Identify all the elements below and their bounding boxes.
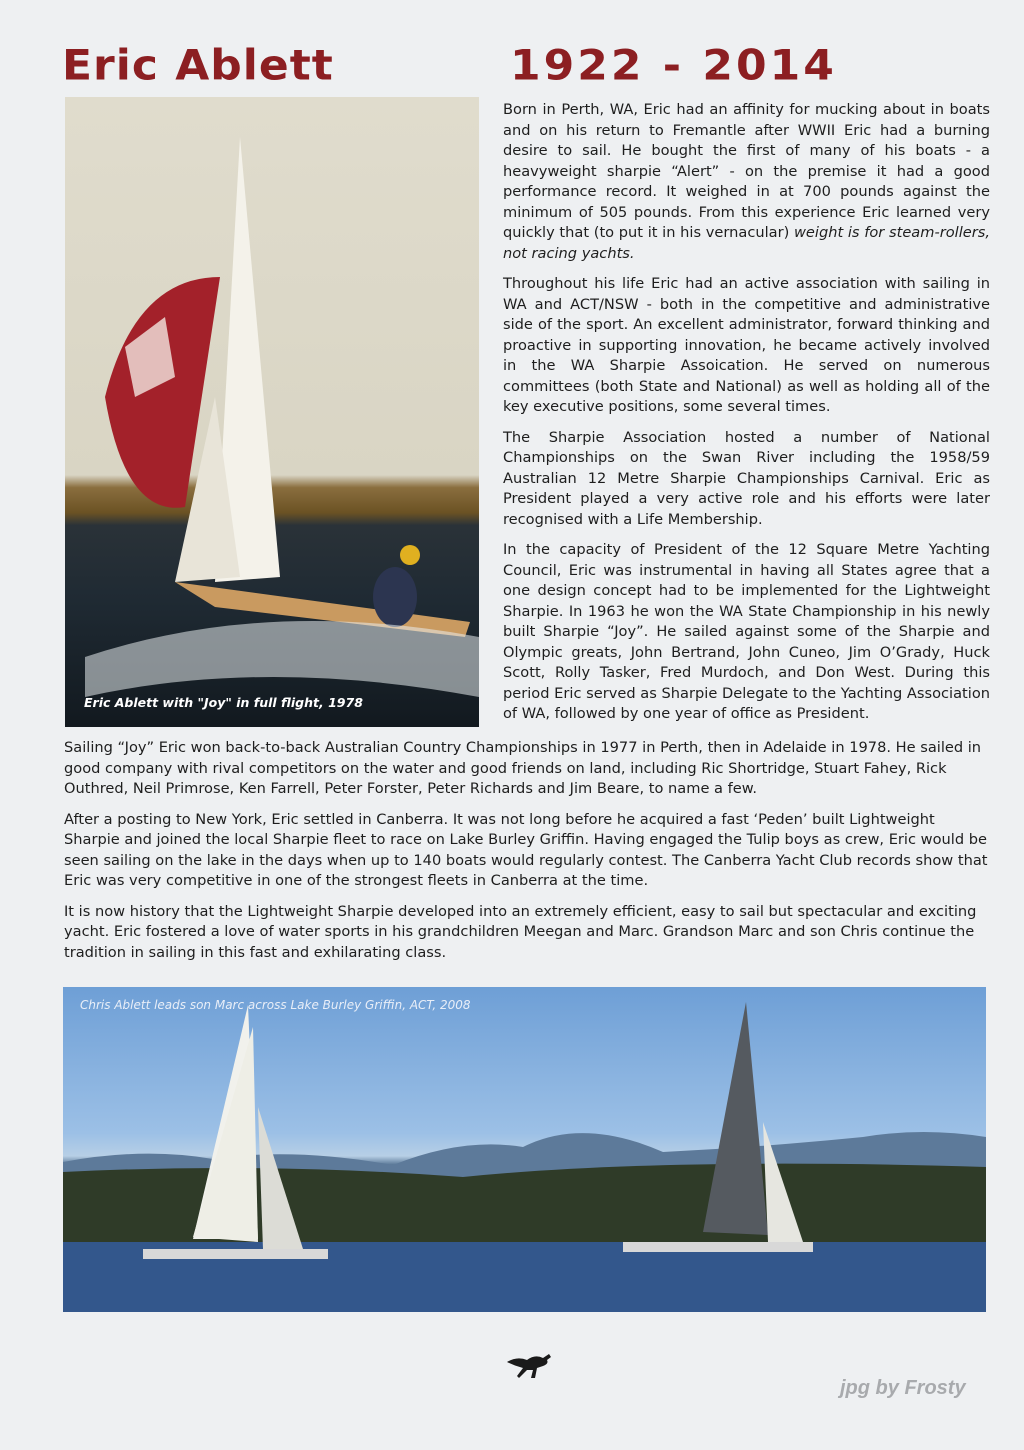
paragraph-legacy: It is now history that the Lightweight Sharpie developed into an extremely efficient, easy to sail but spectacular and exciting yacht. Eric fostered a love of water sports in his grandchildren Meegan and Marc. Grandson Marc and son Chris continue the tradition in sailing in this fast and exhilarating class. (64, 902, 977, 961)
sailing-photo-1978 (65, 97, 479, 727)
lake-sailboats-illustration (63, 987, 986, 1312)
full-width-text (64, 738, 990, 973)
paragraph-early-life (503, 100, 990, 264)
sailboat-illustration (65, 97, 479, 727)
photo-caption-top: Eric Ablett with "Joy" in full flight, 1978 (84, 695, 363, 710)
paragraph-championships: The Sharpie Association hosted a number of National Championships on the Swan River including the 1958/59 Australian 12 Metre Sharpie Championships Carnival. Eric as President played a very active role and his efforts were later recognised with a Life Membership. (503, 428, 990, 528)
kangaroo-icon (505, 1348, 555, 1383)
sailing-photo-2008 (63, 987, 986, 1312)
paragraph-quote: weight is for steam-rollers, not racing yachts. (503, 224, 990, 262)
paragraph-text: Born in Perth, WA, Eric had an affinity for mucking about in boats and on his return to Fremantle after WWII Eric had a burning desire to sail. He bought the first of many of his boats - a heavyweight sharpie “Alert” - on the premise it had a good performance record. It weighed in at 700 pounds against the minimum of 505 pounds. From this experience Eric learned very quickly that (to put it in his vernacular) (503, 101, 990, 241)
paragraph-president: In the capacity of President of the 12 Square Metre Yachting Council, Eric was instrumental in having all States agree that a one design concept had to be implemented for the Lightweight Sharpie. In 1963 he won the WA State Championship in his newly built Sharpie “Joy”. He sailed against some of the Sharpie and Olympic greats, John Bertrand, John Cuneo, Jim O’Grady, Huck Scott, Rolly Tasker, Fred Murdoch, and Don West. During this period Eric served as Sharpie Delegate to the Yachting Association of WA, followed by one year of office as President. (503, 541, 990, 722)
paragraph-association: Throughout his life Eric had an active association with sailing in WA and ACT/NSW - both in the competitive and administrative side of the sport. An excellent administrator, forward thinking and proactive in supporting innovation, he became actively involved in the WA Sharpie Assoication. He served on numerous committees (both State and National) as well as holding all of the key executive positions, some several times. (503, 275, 990, 415)
photo-caption-bottom: Chris Ablett leads son Marc across Lake Burley Griffin, ACT, 2008 (80, 998, 471, 1012)
watermark: jpg by Frosty (840, 1377, 966, 1399)
title-name: Eric Ablett (62, 41, 334, 90)
paragraph-joy: Sailing “Joy” Eric won back-to-back Australian Country Championships in 1977 in Perth, then in Adelaide in 1978. He sailed in good company with rival competitors on the water and good friends on land, including Ric Shortridge, Stuart Fahey, Rick Outhred, Neil Primrose, Ken Farrell, Peter Forster, Peter Richards and Jim Beare, to name a few. (64, 739, 982, 797)
page-title (62, 41, 982, 90)
paragraph-canberra: After a posting to New York, Eric settled in Canberra. It was not long before he acquired a fast ‘Peden’ built Lightweight Sharpie and joined the local Sharpie fleet to race on Lake Burley Griffin. Having engaged the Tulip boys as crew, Eric would be seen sailing on the lake in the days when up to 140 boats would regularly contest. The Canberra Yacht Club records show that Eric was very competitive in one of the strongest fleets in Canberra at the time. (64, 810, 988, 889)
title-years: 1922 - 2014 (510, 41, 837, 90)
main-column-text (503, 100, 990, 735)
